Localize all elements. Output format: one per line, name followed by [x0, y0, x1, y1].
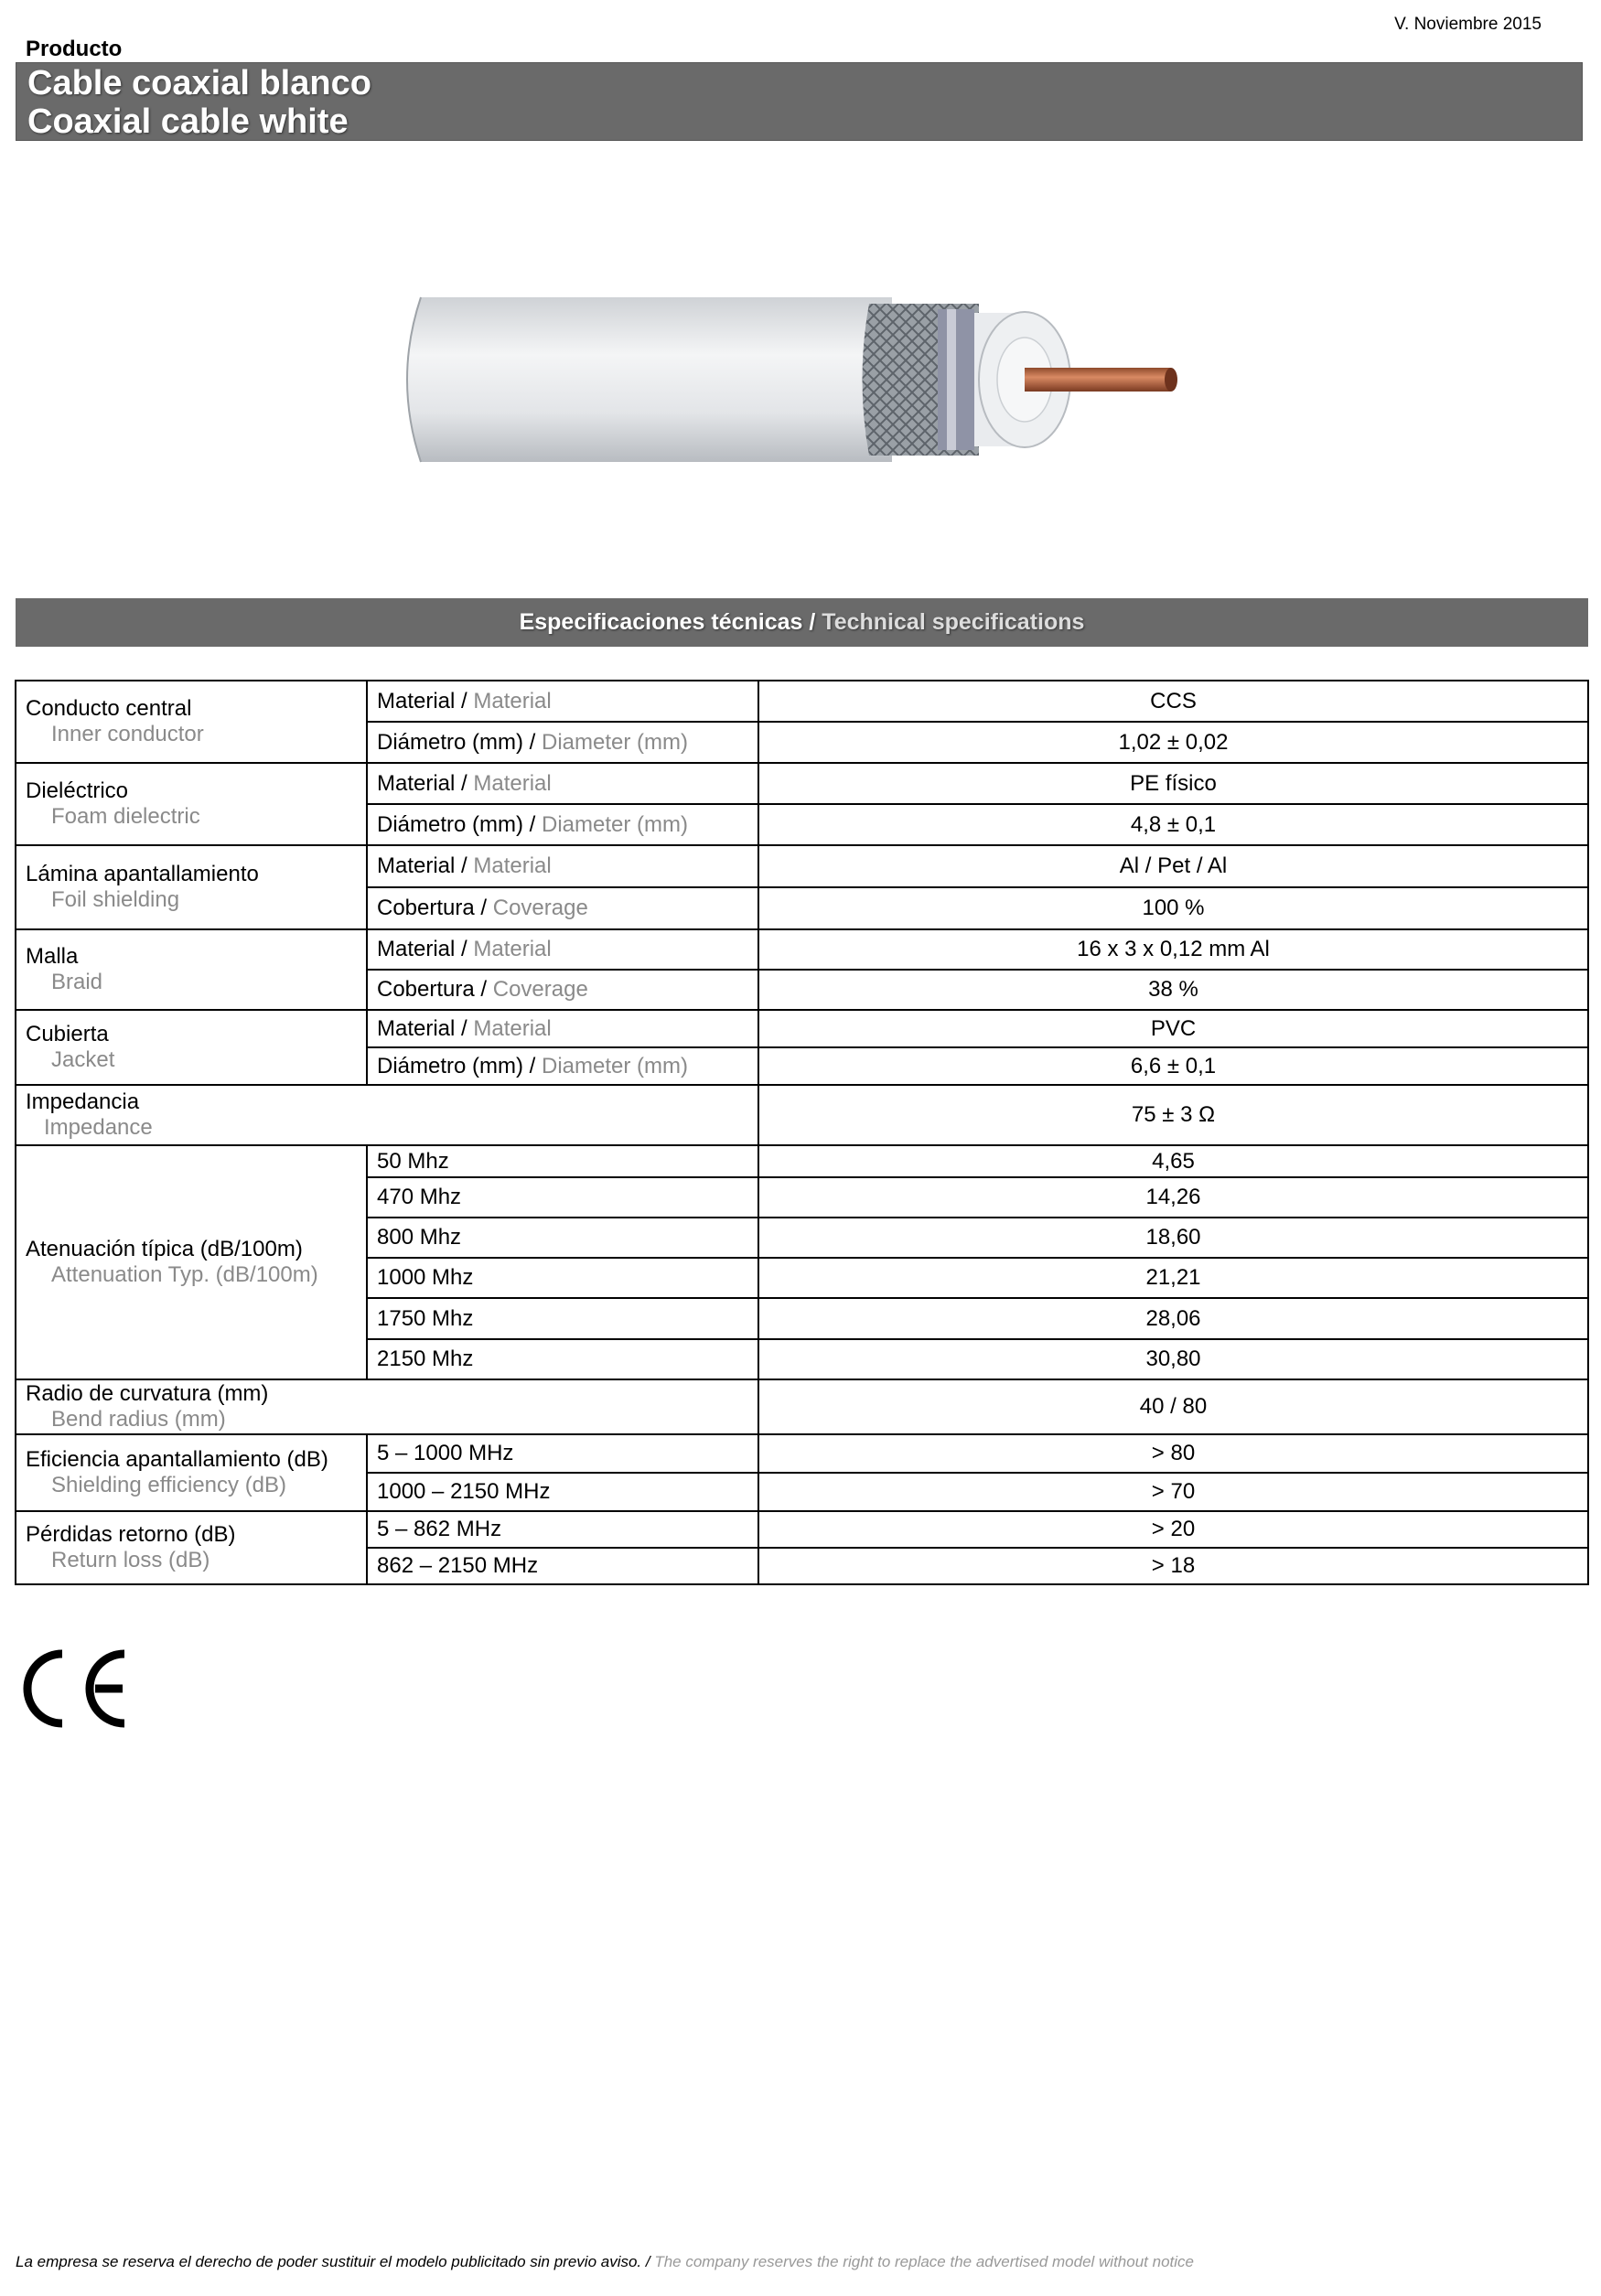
value-cell: > 20: [758, 1511, 1588, 1548]
group-label-es: Conducto central: [26, 696, 192, 721]
group-label-es: Atenuación típica (dB/100m): [26, 1237, 303, 1261]
value-cell: > 80: [758, 1434, 1588, 1473]
property-cell: Cobertura / Coverage: [367, 887, 758, 929]
group-label-en: Return loss (dB): [51, 1548, 210, 1572]
version-date: V. Noviembre 2015: [1394, 15, 1542, 34]
frequency-cell: 862 – 2150 MHz: [367, 1548, 758, 1584]
property-es: Cobertura: [377, 896, 475, 920]
value-cell: 14,26: [758, 1177, 1588, 1218]
value-cell: 4,65: [758, 1145, 1588, 1177]
group-label-en: Foil shielding: [51, 887, 180, 912]
group-label-es: Malla: [26, 944, 79, 969]
frequency-cell: 470 Mhz: [367, 1177, 758, 1218]
value-cell: 75 ± 3 Ω: [758, 1085, 1588, 1145]
property-cell: Diámetro (mm) / Diameter (mm): [367, 804, 758, 845]
group-label-en: Jacket: [51, 1047, 115, 1072]
group-label-es: Radio de curvatura (mm): [26, 1381, 269, 1406]
property-cell: Material / Material: [367, 763, 758, 804]
group-label-en: Bend radius (mm): [51, 1407, 226, 1432]
property-es: Cobertura: [377, 977, 475, 1002]
table-row: [16, 1145, 1588, 1177]
group-label-es: Lámina apantallamiento: [26, 862, 259, 886]
footer-disclaimer: [16, 2253, 1194, 2271]
group-label-en: Shielding efficiency (dB): [51, 1473, 287, 1497]
property-es: Material: [377, 937, 456, 961]
property-cell: Diámetro (mm) / Diameter (mm): [367, 722, 758, 763]
specs-header-es: Especificaciones técnicas: [519, 609, 803, 635]
group-label-en: Braid: [51, 970, 103, 994]
frequency-cell: 1000 Mhz: [367, 1258, 758, 1298]
frequency-cell: 2150 Mhz: [367, 1339, 758, 1379]
frequency-cell: 5 – 862 MHz: [367, 1511, 758, 1548]
property-en: Coverage: [492, 977, 588, 1002]
value-cell: > 18: [758, 1548, 1588, 1584]
table-row: [16, 929, 1588, 970]
value-cell: 30,80: [758, 1339, 1588, 1379]
frequency-cell: 1750 Mhz: [367, 1298, 758, 1339]
property-es: Diámetro (mm): [377, 1053, 523, 1078]
group-label-es: Impedancia: [26, 1089, 140, 1114]
property-es: Material: [377, 770, 456, 796]
property-cell: Diámetro (mm) / Diameter (mm): [367, 1047, 758, 1085]
property-es: Material: [377, 688, 456, 713]
value-cell: Al / Pet / Al: [758, 845, 1588, 887]
value-cell: 38 %: [758, 970, 1588, 1010]
value-cell: 28,06: [758, 1298, 1588, 1339]
group-label-es: Cubierta: [26, 1022, 109, 1046]
specs-header-separator: /: [802, 609, 822, 635]
property-cell: Material / Material: [367, 1010, 758, 1047]
value-cell: PVC: [758, 1010, 1588, 1047]
property-cell: Material / Material: [367, 845, 758, 887]
value-cell: CCS: [758, 681, 1588, 722]
group-label-cell: [16, 1434, 367, 1511]
frequency-cell: 800 Mhz: [367, 1218, 758, 1258]
table-row: [16, 1085, 1588, 1145]
property-es: Material: [377, 1015, 456, 1041]
group-label-cell: [16, 763, 367, 845]
product-label: Producto: [26, 37, 123, 61]
frequency-cell: 50 Mhz: [367, 1145, 758, 1177]
product-title-es: Cable coaxial blanco: [27, 64, 371, 102]
value-cell: 1,02 ± 0,02: [758, 722, 1588, 763]
ce-mark-icon: [15, 1647, 132, 1731]
group-label-cell: [16, 1379, 758, 1434]
value-cell: 6,6 ± 0,1: [758, 1047, 1588, 1085]
group-label-cell: [16, 1145, 367, 1379]
group-label-cell: [16, 681, 367, 763]
group-label-cell: [16, 1085, 758, 1145]
property-cell: Material / Material: [367, 681, 758, 722]
table-row: [16, 763, 1588, 804]
table-row: [16, 1434, 1588, 1473]
property-en: Material: [473, 1015, 552, 1041]
value-cell: 16 x 3 x 0,12 mm Al: [758, 929, 1588, 970]
frequency-cell: 1000 – 2150 MHz: [367, 1473, 758, 1511]
property-en: Material: [473, 937, 552, 961]
title-banner: [16, 62, 1583, 141]
value-cell: 4,8 ± 0,1: [758, 804, 1588, 845]
property-en: Diameter (mm): [542, 811, 689, 837]
value-cell: > 70: [758, 1473, 1588, 1511]
property-cell: Cobertura / Coverage: [367, 970, 758, 1010]
property-es: Diámetro (mm): [377, 729, 523, 755]
group-label-cell: [16, 845, 367, 929]
value-cell: 21,21: [758, 1258, 1588, 1298]
group-label-en: Attenuation Typ. (dB/100m): [51, 1262, 318, 1287]
property-en: Diameter (mm): [542, 729, 689, 755]
group-label-es: Eficiencia apantallamiento (dB): [26, 1447, 328, 1472]
property-en: Coverage: [492, 896, 588, 920]
property-es: Diámetro (mm): [377, 811, 523, 837]
property-en: Diameter (mm): [542, 1053, 689, 1078]
group-label-cell: [16, 1511, 367, 1584]
footer-disclaimer-en: The company reserves the right to replace the advertised model without notice: [654, 2253, 1194, 2270]
property-en: Material: [473, 688, 552, 713]
property-en: Material: [473, 770, 552, 796]
frequency-cell: 5 – 1000 MHz: [367, 1434, 758, 1473]
group-label-cell: [16, 929, 367, 1010]
group-label-en: Inner conductor: [51, 722, 204, 746]
value-cell: 18,60: [758, 1218, 1588, 1258]
specs-section-header: [16, 598, 1588, 647]
table-row: [16, 1010, 1588, 1047]
table-row: [16, 1379, 1588, 1434]
group-label-es: Dieléctrico: [26, 778, 129, 803]
group-label-es: Pérdidas retorno (dB): [26, 1522, 236, 1547]
table-row: [16, 681, 1588, 722]
table-row: [16, 1511, 1588, 1548]
specs-header-en: Technical specifications: [822, 609, 1085, 635]
value-cell: 40 / 80: [758, 1379, 1588, 1434]
group-label-en: Impedance: [44, 1115, 153, 1140]
coaxial-cable-image: [393, 284, 1189, 485]
value-cell: 100 %: [758, 887, 1588, 929]
property-cell: Material / Material: [367, 929, 758, 970]
table-row: [16, 845, 1588, 887]
property-es: Material: [377, 853, 456, 878]
footer-disclaimer-es: La empresa se reserva el derecho de poder sustituir el modelo publicitado sin previo aviso.: [16, 2253, 642, 2270]
property-en: Material: [473, 853, 552, 878]
technical-specifications-table: [15, 680, 1589, 1585]
product-title-en: Coaxial cable white: [27, 102, 349, 141]
group-label-cell: [16, 1010, 367, 1085]
footer-separator: /: [641, 2253, 655, 2270]
group-label-en: Foam dielectric: [51, 804, 200, 829]
value-cell: PE físico: [758, 763, 1588, 804]
